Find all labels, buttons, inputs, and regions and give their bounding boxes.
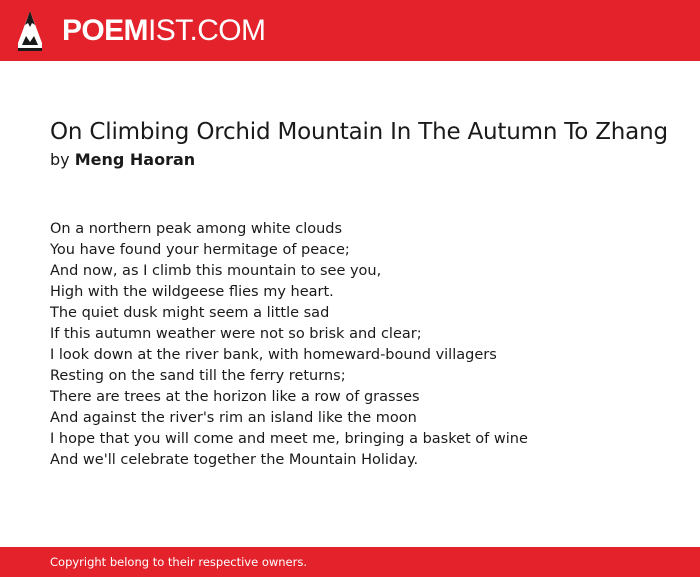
site-header bbox=[0, 0, 700, 61]
poem-line: I hope that you will come and meet me, bringing a basket of wine bbox=[50, 431, 528, 447]
site-logo[interactable] bbox=[62, 13, 265, 49]
poem-line: There are trees at the horizon like a row of grasses bbox=[50, 389, 420, 405]
poem-line: The quiet dusk might seem a little sad bbox=[50, 305, 330, 321]
poem-byline bbox=[50, 149, 195, 170]
poem-line: I look down at the river bank, with homeward-bound villagers bbox=[50, 347, 497, 363]
logo-light-text: IST.COM bbox=[147, 14, 266, 47]
poem-line: And we'll celebrate together the Mountain Holiday. bbox=[50, 452, 419, 468]
by-label: by bbox=[50, 150, 70, 169]
poem-line: And now, as I climb this mountain to see you, bbox=[50, 263, 382, 279]
poem-line: On a northern peak among white clouds bbox=[50, 221, 343, 237]
poem-line: And against the river's rim an island like the moon bbox=[50, 410, 417, 426]
poem-line: High with the wildgeese flies my heart. bbox=[50, 284, 334, 300]
logo-bold-text: POEM bbox=[62, 14, 148, 47]
copyright-text: Copyright belong to their respective owners. bbox=[50, 555, 308, 569]
poem-line: If this autumn weather were not so brisk and clear; bbox=[50, 326, 422, 342]
site-footer bbox=[0, 547, 700, 577]
poem-line: You have found your hermitage of peace; bbox=[50, 242, 350, 258]
poem-body bbox=[50, 219, 680, 471]
pencil-mountain-icon[interactable] bbox=[17, 10, 43, 52]
poem-author: Meng Haoran bbox=[74, 150, 196, 169]
poem-line: Resting on the sand till the ferry returns; bbox=[50, 368, 346, 384]
poem-title: On Climbing Orchid Mountain In The Autumn To Zhang bbox=[50, 119, 668, 145]
